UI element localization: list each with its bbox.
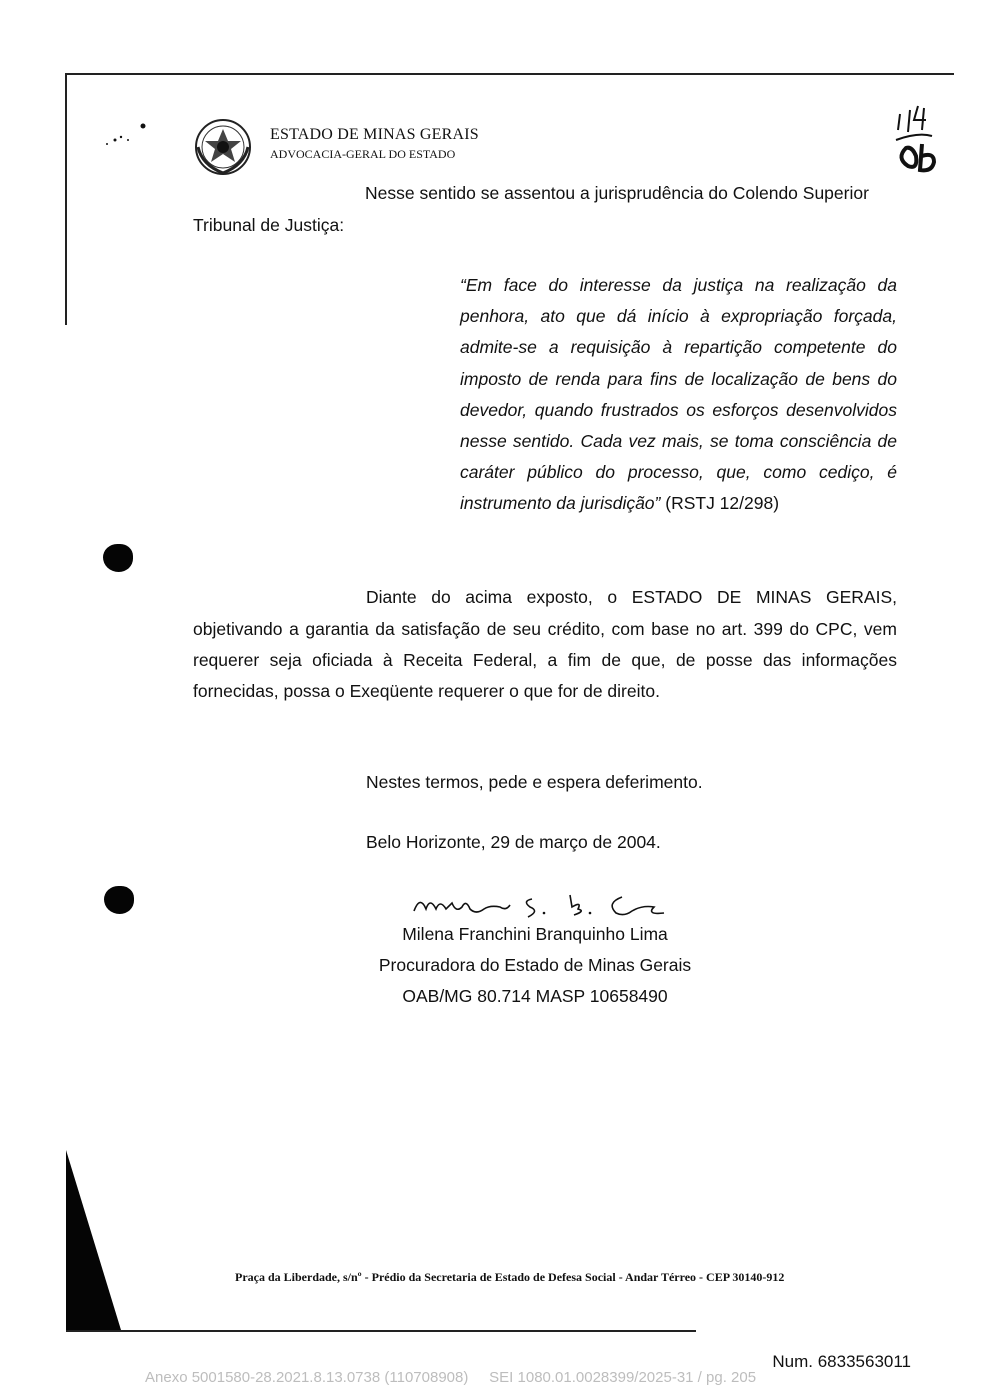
punch-hole-upper (103, 544, 133, 572)
org-department: ADVOCACIA-GERAL DO ESTADO (270, 147, 456, 161)
org-name: ESTADO DE MINAS GERAIS (270, 126, 479, 143)
scan-specks (95, 118, 155, 158)
frame-left-line (65, 73, 67, 325)
footer-address: Praça da Liberdade, s/nº - Prédio da Secretaria de Estado de Defesa Social - Andar Térreo - CEP 30140-912 (235, 1270, 785, 1284)
quote-reference: (RSTJ 12/298) (660, 493, 780, 514)
annex-watermark: Anexo 5001580-28.2021.8.13.0738 (110708908) SEI 1080.01.0028399/2025-31 / pg. 205 (145, 1369, 757, 1386)
intro-line-2: Tribunal de Justiça: (193, 215, 345, 235)
intro-line-1: Nesse sentido se assentou a jurisprudência do Colendo Superior (365, 183, 869, 203)
scan-artifact-triangle (66, 1150, 121, 1330)
handwritten-page-number-mark (888, 100, 948, 180)
closing-formula: Nestes termos, pede e espera deferimento. (366, 772, 703, 792)
place-and-date: Belo Horizonte, 29 de março de 2004. (366, 832, 661, 852)
coat-of-arms-seal (190, 117, 256, 177)
signatory-name: Milena Franchini Branquinho Lima (402, 924, 668, 944)
quote-text: “Em face do interesse da justiça na realização da penhora, ato que dá início à expropriação forçada, admite-se a requisição à repartição competente do imposto de renda para fins de localização de bens do devedor, quando frustrados os esforços desenvolvidos nesse sentido. Cada vez mais, se toma consciência de caráter público do processo, que, como cediço, é instrumento da jurisdição” (460, 275, 897, 514)
punch-hole-lower (104, 886, 134, 914)
request-paragraph-rest: objetivando a garantia da satisfação de seu crédito, com base no art. 399 do CPC, vem requerer seja oficiada à Receita Federal, a fim de que, de posse das informações fornecidas, possa o Exeqüente requerer o que for de direito. (193, 619, 897, 702)
frame-top-line (66, 73, 954, 75)
frame-bottom-line (66, 1330, 696, 1332)
signatory-title: Procuradora do Estado de Minas Gerais (378, 955, 692, 975)
document-number-stamp: Num. 6833563011 (772, 1352, 911, 1371)
handwritten-signature (410, 885, 680, 925)
jurisprudence-quote (460, 270, 897, 520)
request-paragraph-lead: Diante do acima exposto, o ESTADO DE MINAS GERAIS, (366, 587, 897, 607)
signatory-registration: OAB/MG 80.714 MASP 10658490 (402, 986, 668, 1006)
